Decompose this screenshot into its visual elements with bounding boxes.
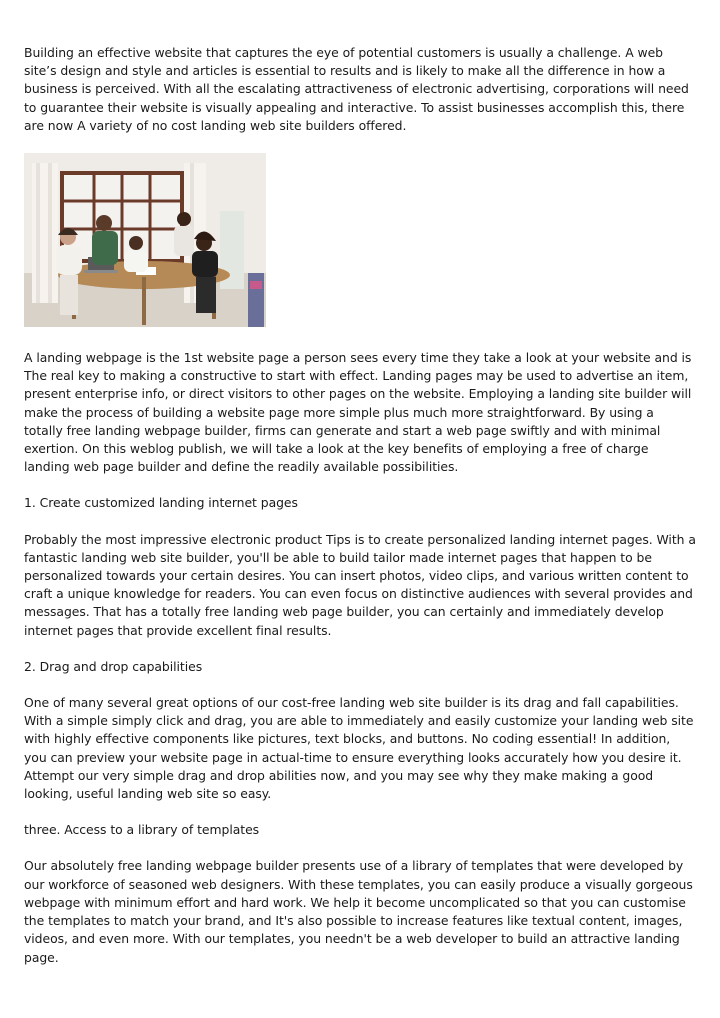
intro-paragraph: Building an effective website that captures the eye of potential customers is usually a challenge. A web site’s design and style and articles is essential to results and is likely to make all the difference in how a business is perceived. With all the escalating attractiveness of electronic advertising, corporations will need to guarantee their website is visually appealing and interactive. To assist businesses accomplish this, there are now A variety of no cost landing web site builders offered. [24, 45, 689, 133]
landing-paragraph: A landing webpage is the 1st website page a person sees every time they take a look at your website and is The real key to making a constructive to start with effect. Landing pages may be used to advertise an item, present enterprise info, or direct visitors to other pages on the website. Employing a landing site builder will make the process of building a website page more simple plus much more straightforward. By using a totally free landing webpage builder, firms can generate and start a web page swiftly and with minimal exertion. On this weblog publish, we will take a look at the key benefits of employing a free of charge landing web page builder and define the readily available possibilities. [24, 350, 692, 475]
section-3-heading: three. Access to a library of templates [24, 822, 260, 838]
team-meeting-photo [24, 153, 266, 327]
section-2-heading: 2. Drag and drop capabilities [24, 658, 203, 674]
section-1-body: Probably the most impressive electronic product Tips is to create personalized landing internet pages. With a fantastic landing web site builder, you'll be able to build tailor made internet pages that happen to be personalized towards your certain desires. You can insert photos, video clips, and various written content to craft a unique knowledge for readers. You can even focus on distinctive audiences with several provides and messages. That has a totally free landing web page builder, you can certainly and immediately develop internet pages that provide excellent final results. [24, 531, 696, 638]
section-3-body: Our absolutely free landing webpage builder presents use of a library of templates that were developed by our workforce of seasoned web designers. With these templates, you can easily produce a visually gorgeous webpage with minimum effort and hard work. We help it become uncomplicated so that you can customise the templates to match your brand, and It's also possible to increase features like textual content, images, videos, and even more. With our templates, you needn't be a web developer to build an attractive landing page. [24, 858, 693, 965]
section-1-heading: 1. Create customized landing internet pages [24, 495, 298, 511]
section-2-body: One of many several great options of our cost-free landing web site builder is its drag and fall capabilities. With a simple simply click and drag, you are able to immediately and easily customize your landing web site with highly effective components like pictures, text blocks, and buttons. No coding essential! In addition, you can preview your website page in actual-time to ensure everything looks accurately how you desire it. Attempt our very simple drag and drop abilities now, and you may see why they make making a good looking, useful landing web site so easy. [24, 695, 694, 802]
